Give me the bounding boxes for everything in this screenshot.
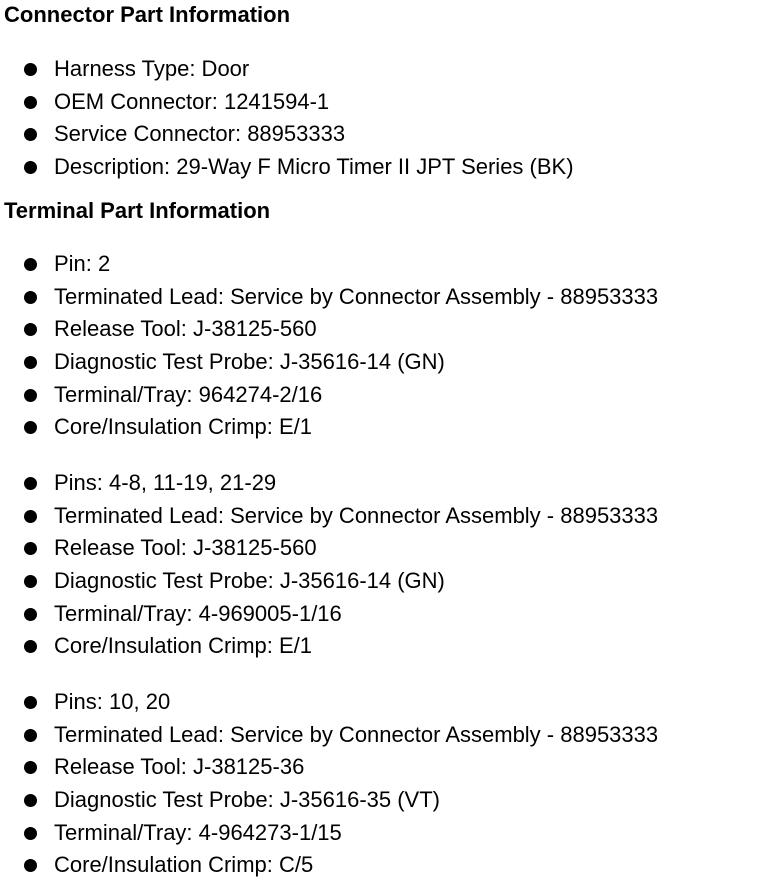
list-item: [0, 532, 768, 565]
list-item: [0, 281, 768, 314]
item-text: Terminated Lead: Service by Connector Assembly - 88953333: [54, 721, 659, 747]
bullet-icon: [24, 63, 37, 76]
item-text: Diagnostic Test Probe: J-35616-14 (GN): [54, 349, 445, 375]
bullet-icon: [24, 608, 37, 621]
bullet-icon: [24, 696, 37, 709]
bullet-icon: [24, 729, 37, 742]
list-item: [0, 598, 768, 631]
bullet-icon: [24, 356, 37, 369]
item-text: Service Connector: 88953333: [54, 121, 346, 147]
item-text: Pins: 10, 20: [54, 689, 171, 714]
list-item: [0, 379, 768, 412]
bullet-icon: [24, 640, 37, 653]
list-item: [0, 411, 768, 444]
list-item: [0, 784, 768, 817]
list-item: [0, 151, 768, 184]
item-text: Core/Insulation Crimp: E/1: [54, 414, 312, 440]
bullet-icon: [24, 96, 37, 109]
bullet-icon: [24, 859, 37, 872]
item-text: Release Tool: J-38125-560: [54, 316, 317, 342]
item-text: Harness Type: Door: [54, 56, 250, 81]
bullet-icon: [24, 291, 37, 304]
bullet-icon: [24, 827, 37, 840]
item-text: Terminated Lead: Service by Connector Assembly - 88953333: [54, 502, 659, 528]
bullet-icon: [24, 258, 37, 271]
item-text: Core/Insulation Crimp: C/5: [54, 852, 314, 878]
connector-heading: Connector Part Information: [4, 2, 291, 27]
bullet-icon: [24, 761, 37, 774]
list-item: [0, 849, 768, 882]
list-item: [0, 630, 768, 663]
item-text: Diagnostic Test Probe: J-35616-35 (VT): [54, 787, 440, 813]
bullet-icon: [24, 575, 37, 588]
list-item: [0, 53, 768, 86]
list-item: [0, 500, 768, 533]
item-text: Terminated Lead: Service by Connector Assembly - 88953333: [54, 283, 659, 309]
item-text: Release Tool: J-38125-36: [54, 754, 305, 780]
bullet-icon: [24, 389, 37, 402]
list-item: [0, 118, 768, 151]
list-item: [0, 719, 768, 752]
list-item: [0, 751, 768, 784]
item-text: Terminal/Tray: 964274-2/16: [54, 381, 323, 407]
list-item: [0, 467, 768, 500]
item-text: Terminal/Tray: 4-964273-1/15: [54, 819, 342, 845]
item-text: OEM Connector: 1241594-1: [54, 88, 330, 114]
item-text: Pin: 2: [54, 251, 111, 276]
list-item: [0, 248, 768, 281]
bullet-icon: [24, 128, 37, 141]
bullet-icon: [24, 510, 37, 523]
bullet-icon: [24, 161, 37, 174]
list-item: [0, 817, 768, 850]
terminal-group-2: [0, 467, 768, 663]
terminal-group-3: [0, 686, 768, 882]
terminal-group-1: [0, 248, 768, 444]
connector-list: [0, 53, 768, 184]
list-item: [0, 86, 768, 119]
list-item: [0, 686, 768, 719]
item-text: Release Tool: J-38125-560: [54, 535, 317, 561]
list-item: [0, 346, 768, 379]
item-text: Diagnostic Test Probe: J-35616-14 (GN): [54, 568, 445, 594]
bullet-icon: [24, 421, 37, 434]
bullet-icon: [24, 323, 37, 336]
item-text: Pins: 4-8, 11-19, 21-29: [54, 470, 277, 495]
bullet-icon: [24, 794, 37, 807]
list-item: [0, 565, 768, 598]
list-item: [0, 313, 768, 346]
bullet-icon: [24, 477, 37, 490]
item-text: Description: 29-Way F Micro Timer II JPT Series (BK): [54, 154, 574, 180]
bullet-icon: [24, 542, 37, 555]
item-text: Core/Insulation Crimp: E/1: [54, 633, 312, 659]
item-text: Terminal/Tray: 4-969005-1/16: [54, 600, 342, 626]
terminal-heading: Terminal Part Information: [4, 198, 271, 223]
